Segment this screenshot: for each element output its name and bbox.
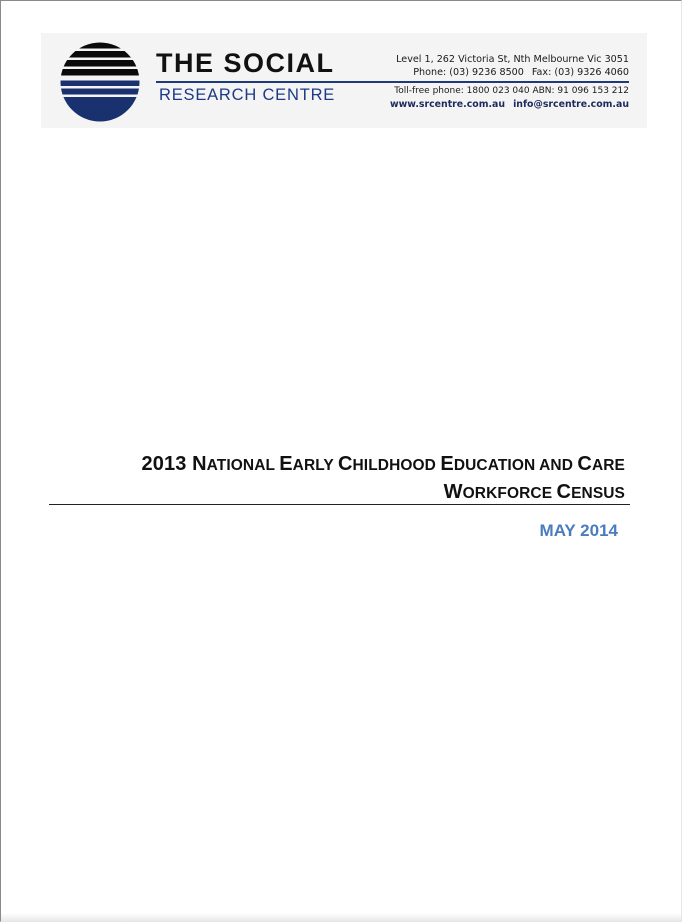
title-segment: 2013 <box>141 453 193 475</box>
phone-text: Phone: (03) 9236 8500 <box>413 67 524 78</box>
title-segment: C <box>577 453 592 475</box>
email-link[interactable]: info@srcentre.com.au <box>513 99 629 110</box>
title-segment: HILDHOOD <box>352 457 441 474</box>
fax-text: Fax: (03) 9326 4060 <box>531 67 629 78</box>
title-divider <box>49 504 630 505</box>
web-email-line <box>390 98 629 111</box>
tollfree-abn-text: Toll-free phone: 1800 023 040 ABN: 91 096 153 212 <box>394 86 629 96</box>
title-segment: ENSUS <box>571 485 625 502</box>
title-segment: E <box>440 453 454 475</box>
title-segment: C <box>337 453 353 475</box>
title-segment: DUCATION AND <box>453 457 578 474</box>
website-link[interactable]: www.srcentre.com.au <box>389 99 506 110</box>
title-segment: E <box>279 453 293 475</box>
report-title <box>142 451 625 507</box>
title-segment: ATIONAL <box>206 457 280 474</box>
brand-name-line1: THE SOCIAL <box>156 48 335 78</box>
report-title-line2 <box>142 479 625 507</box>
title-segment: ARLY <box>292 457 338 474</box>
contact-details <box>390 53 629 111</box>
title-segment: N <box>192 453 207 475</box>
title-segment: C <box>556 481 572 503</box>
title-segment: ORKFORCE <box>462 485 557 502</box>
phone-fax-line <box>390 66 629 79</box>
address-text: Level 1, 262 Victoria St, Nth Melbourne Vic 3051 <box>396 54 629 65</box>
brand-name-line2: RESEARCH CENTRE <box>159 86 336 104</box>
title-segment: ARE <box>591 457 625 474</box>
report-date: MAY 2014 <box>539 521 618 540</box>
title-segment: W <box>443 481 463 503</box>
page-shadow <box>1 913 681 921</box>
report-title-line1 <box>142 451 625 479</box>
social-research-centre-logo <box>60 42 140 122</box>
letterhead <box>41 33 647 128</box>
